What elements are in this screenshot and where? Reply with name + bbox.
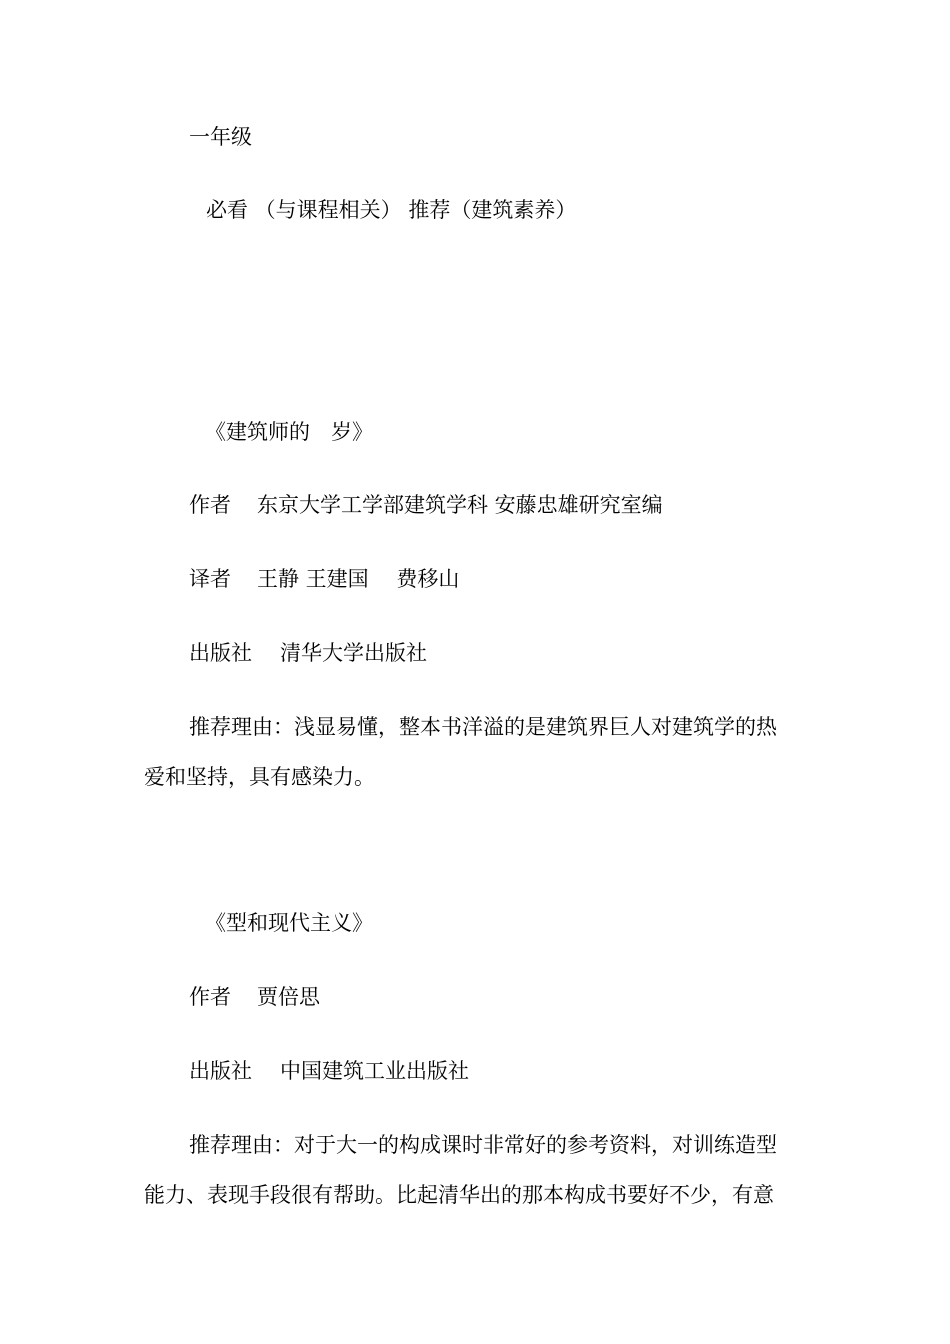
book2-author-label: 作者: [189, 985, 231, 1009]
book2-title: 《型和现代主义》: [205, 911, 373, 935]
book2-reason-line1: 推荐理由：对于大一的构成课时非常好的参考资料，对训练造型: [189, 1133, 777, 1157]
book1-publisher-label: 出版社: [189, 641, 252, 665]
book1-author: 东京大学工学部建筑学科 安藤忠雄研究室编: [257, 493, 663, 517]
book1-author-label: 作者: [189, 493, 231, 517]
book2-author: 贾倍思: [257, 985, 320, 1009]
book2-publisher: 中国建筑工业出版社: [280, 1059, 469, 1083]
book1-translator: 王静 王建国 费移山: [257, 567, 460, 591]
book2-reason-line2: 能力、表现手段很有帮助。比起清华出的那本构成书要好不少，有意: [144, 1183, 774, 1207]
book1-translator-label: 译者: [189, 567, 231, 591]
book1-reason-line2: 爱和坚持，具有感染力。: [144, 765, 375, 789]
grade-heading: 一年级: [189, 125, 252, 149]
book1-title: 《建筑师的 岁》: [205, 420, 373, 444]
book1-publisher: 清华大学出版社: [280, 641, 427, 665]
book1-reason-line1: 推荐理由：浅显易懂，整本书洋溢的是建筑界巨人对建筑学的热: [189, 715, 777, 739]
legend-line: 必看 （与课程相关） 推荐（建筑素养）: [206, 198, 577, 222]
book2-publisher-label: 出版社: [189, 1059, 252, 1083]
